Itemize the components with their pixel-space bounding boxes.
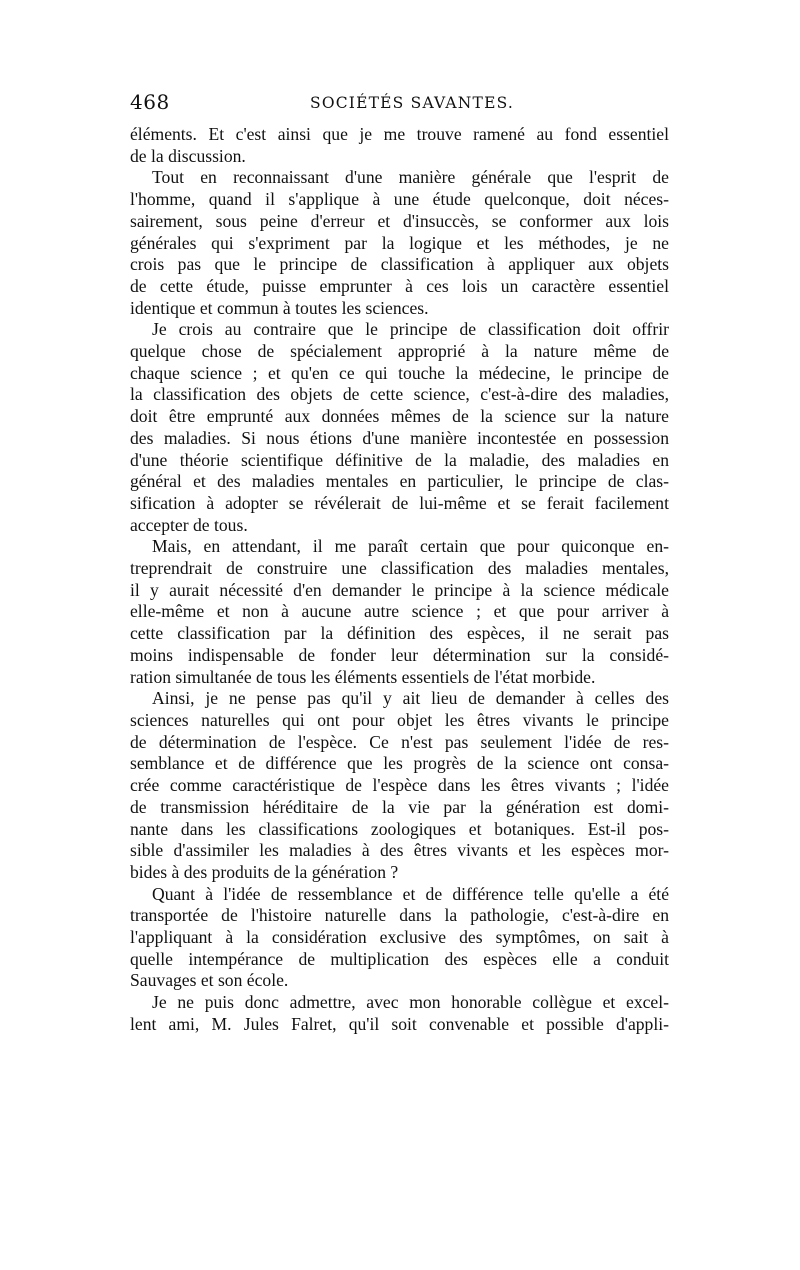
text-line: sciences naturelles qui ont pour objet les êtres vivants le principe <box>130 709 669 730</box>
text-line: sairement, sous peine d'erreur et d'insuccès, se conformer aux lois <box>130 210 669 231</box>
paragraph <box>130 319 669 536</box>
text-line: lent ami, M. Jules Falret, qu'il soit convenable et possible d'appli- <box>130 1013 669 1034</box>
text-line: de détermination de l'espèce. Ce n'est pas seulement l'idée de res- <box>130 731 669 752</box>
body-text <box>130 124 669 1036</box>
paragraph <box>130 688 669 883</box>
text-line: moins indispensable de fonder leur détermination sur la considé- <box>130 644 669 665</box>
text-line: treprendrait de construire une classification des maladies mentales, <box>130 558 669 579</box>
text-line: général et des maladies mentales en particulier, le principe de clas- <box>130 471 669 492</box>
paragraph <box>130 536 669 688</box>
text-line: l'appliquant à la considération exclusive des symptômes, on sait à <box>130 927 669 948</box>
text-line: quelle intempérance de multiplication des espèces elle a conduit <box>130 948 669 969</box>
text-line: l'homme, quand il s'applique à une étude quelconque, doit néces- <box>130 189 669 210</box>
text-line: semblance et de différence que les progrès de la science ont consa- <box>130 753 669 774</box>
text-line: la classification des objets de cette science, c'est-à-dire des maladies, <box>130 384 669 405</box>
text-line: crée comme caractéristique de l'espèce dans les êtres vivants ; l'idée <box>130 775 669 796</box>
text-line: transportée de l'histoire naturelle dans la pathologie, c'est-à-dire en <box>130 905 669 926</box>
text-line: Je crois au contraire que le principe de classification doit offrir <box>152 319 669 340</box>
text-line: bides à des produits de la génération ? <box>130 861 399 882</box>
text-line: Quant à l'idée de ressemblance et de différence telle qu'elle a été <box>152 883 669 904</box>
text-line: d'une théorie scientifique définitive de la maladie, des maladies en <box>130 449 669 470</box>
text-line: quelque chose de spécialement approprié à la nature même de <box>130 341 669 362</box>
text-line: crois pas que le principe de classification à appliquer aux objets <box>130 254 669 275</box>
text-line: accepter de tous. <box>130 514 248 535</box>
paragraph <box>130 124 669 167</box>
text-line: nante dans les classifications zoologiques et botaniques. Est-il pos- <box>130 818 669 839</box>
text-line: de transmission héréditaire de la vie par la génération est domi- <box>130 796 669 817</box>
text-line: éléments. Et c'est ainsi que je me trouve ramené au fond essentiel <box>130 124 669 144</box>
running-head <box>130 90 670 116</box>
text-line: identique et commun à toutes les sciences. <box>130 297 429 318</box>
text-line: Je ne puis donc admettre, avec mon honorable collègue et excel- <box>152 992 669 1013</box>
text-line: de la discussion. <box>130 145 246 166</box>
text-line: Tout en reconnaissant d'une manière générale que l'esprit de <box>152 167 669 188</box>
page-number: 468 <box>130 90 170 114</box>
text-line: sification à adopter se révélerait de lui-même et se ferait facilement <box>130 492 669 513</box>
text-line: ration simultanée de tous les éléments essentiels de l'état morbide. <box>130 666 596 687</box>
paragraph <box>130 992 669 1035</box>
text-line: elle-même et non à aucune autre science ; et que pour arriver à <box>130 601 669 622</box>
text-line: Sauvages et son école. <box>130 970 289 991</box>
text-line: Mais, en attendant, il me paraît certain que pour quiconque en- <box>152 536 669 557</box>
paragraph <box>130 884 669 993</box>
paragraph <box>130 167 669 319</box>
text-line: il y aurait nécessité d'en demander le principe à la science médicale <box>130 579 669 600</box>
text-line: de cette étude, puisse emprunter à ces lois un caractère essentiel <box>130 275 669 296</box>
text-line: doit être emprunté aux données mêmes de la science sur la nature <box>130 406 669 427</box>
text-line: Ainsi, je ne pense pas qu'il y ait lieu de demander à celles des <box>152 688 669 709</box>
running-title: SOCIÉTÉS SAVANTES. <box>310 94 515 112</box>
text-line: générales qui s'expriment par la logique et les méthodes, je ne <box>130 232 669 253</box>
text-line: cette classification par la définition des espèces, il ne serait pas <box>130 623 669 644</box>
text-line: chaque science ; et qu'en ce qui touche la médecine, le principe de <box>130 362 669 383</box>
text-line: des maladies. Si nous étions d'une manière incontestée en possession <box>130 427 669 448</box>
text-line: sible d'assimiler les maladies à des êtres vivants et les espèces mor- <box>130 840 669 861</box>
